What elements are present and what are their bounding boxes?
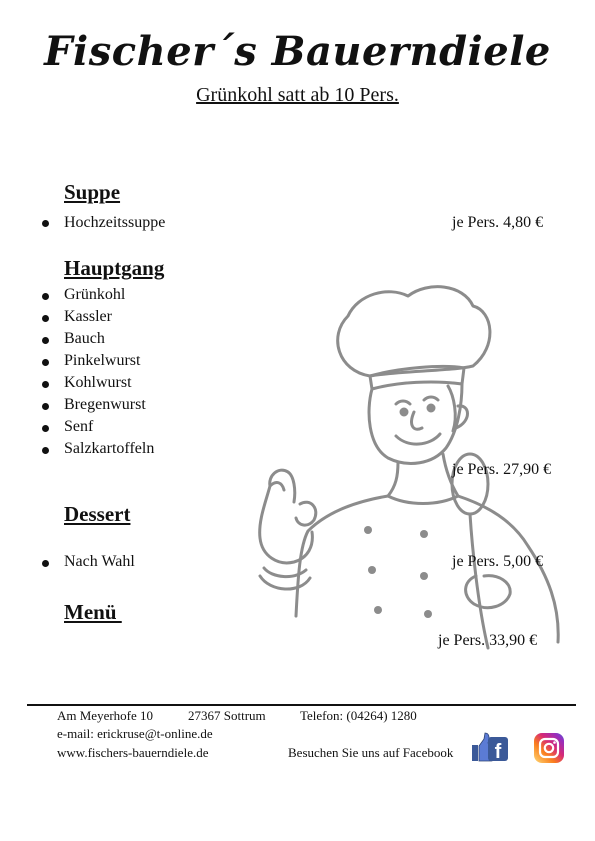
menu-item-gruenkohl: Grünkohl — [64, 286, 126, 303]
page-subtitle: Grünkohl satt ab 10 Pers. — [196, 84, 399, 106]
heading-hauptgang: Hauptgang — [64, 256, 165, 280]
price-suppe: je Pers. 4,80 € — [452, 214, 544, 231]
heading-menu: Menü — [64, 600, 122, 624]
footer-phone: Telefon: (04264) 1280 — [300, 708, 417, 723]
bullet — [42, 381, 49, 388]
bullet — [42, 403, 49, 410]
bullet — [42, 293, 49, 300]
menu-item-pinkelwurst: Pinkelwurst — [64, 352, 141, 369]
price-menu: je Pers. 33,90 € — [438, 632, 538, 649]
footer-address: Am Meyerhofe 10 — [57, 708, 154, 723]
price-hauptgang: je Pers. 27,90 € — [452, 461, 552, 478]
bullet — [42, 359, 49, 366]
footer-divider — [27, 704, 576, 706]
menu-item-nach-wahl: Nach Wahl — [64, 553, 135, 570]
bullet — [42, 315, 49, 322]
bullet — [42, 425, 49, 432]
footer-email: e-mail: erickruse@t-online.de — [57, 726, 213, 741]
facebook-logo-letter: f — [494, 741, 502, 763]
menu-item-kohlwurst: Kohlwurst — [64, 374, 132, 391]
menu-item-bregenwurst: Bregenwurst — [64, 396, 146, 413]
facebook-like-icon[interactable] — [470, 731, 510, 763]
instagram-icon[interactable] — [534, 733, 564, 763]
bullet — [42, 220, 49, 227]
bullet — [42, 560, 49, 567]
menu-item-salzkartoffeln: Salzkartoffeln — [64, 440, 155, 457]
footer-facebook-text: Besuchen Sie uns auf Facebook — [288, 745, 454, 760]
page-title: Fischer´s Bauerndiele — [44, 28, 551, 75]
price-dessert: je Pers. 5,00 € — [452, 553, 544, 570]
menu-item-senf: Senf — [64, 418, 94, 435]
footer-website: www.fischers-bauerndiele.de — [57, 745, 209, 760]
heading-dessert: Dessert — [64, 502, 131, 526]
bullet — [42, 337, 49, 344]
footer-city: 27367 Sottrum — [188, 708, 266, 723]
heading-suppe: Suppe — [64, 180, 121, 204]
menu-item-hochzeitssuppe: Hochzeitssuppe — [64, 214, 166, 231]
bullet — [42, 447, 49, 454]
menu-item-bauch: Bauch — [64, 330, 105, 347]
menu-item-kassler: Kassler — [64, 308, 112, 325]
